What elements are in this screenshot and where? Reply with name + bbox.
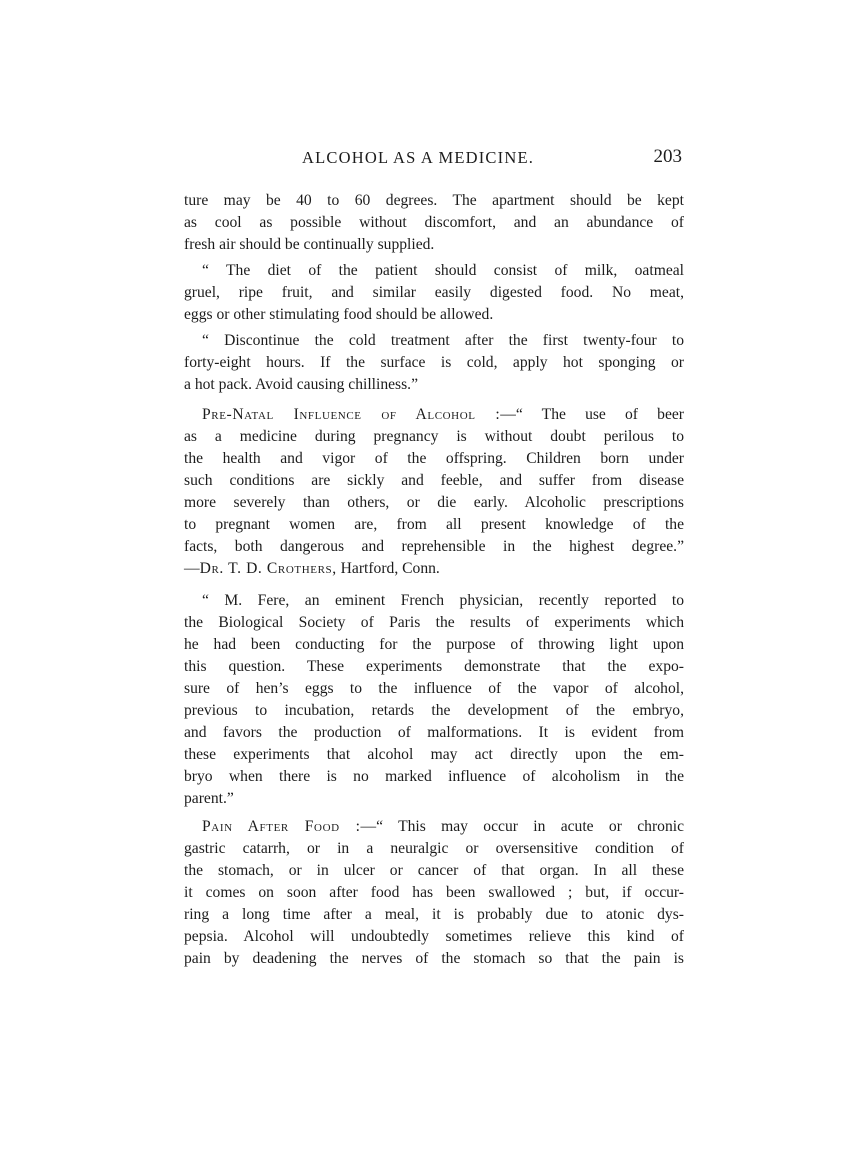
paragraph-line: gruel, ripe fruit, and similar easily digested food. No meat, bbox=[184, 284, 684, 301]
paragraph-line: ture may be 40 to 60 degrees. The apartment should be kept bbox=[184, 192, 684, 209]
paragraph-line: a hot pack. Avoid causing chilliness.” bbox=[184, 376, 418, 393]
paragraph-line: this question. These experiments demonstrate that the expo- bbox=[184, 658, 684, 675]
paragraph-line: previous to incubation, retards the development of the embryo, bbox=[184, 702, 684, 719]
section-heading-line bbox=[202, 816, 684, 838]
paragraph-line: pain by deadening the nerves of the stomach so that the pain is bbox=[184, 950, 684, 967]
paragraph-line: such conditions are sickly and feeble, and suffer from disease bbox=[184, 472, 684, 489]
paragraph-line: sure of hen’s eggs to the influence of the vapor of alcohol, bbox=[184, 680, 684, 697]
running-head bbox=[184, 148, 684, 172]
paragraph-line: the health and vigor of the offspring. Children born under bbox=[184, 450, 684, 467]
attribution-dash: — bbox=[184, 560, 200, 577]
paragraph-line: forty-eight hours. If the surface is cold, apply hot sponging or bbox=[184, 354, 684, 371]
paragraph-line: facts, both dangerous and reprehensible in the highest degree.” bbox=[184, 538, 684, 555]
paragraph-line: gastric catarrh, or in a neuralgic or oversensitive condition of bbox=[184, 840, 684, 857]
paragraph-line: “ M. Fere, an eminent French physician, recently reported to bbox=[202, 592, 684, 609]
paragraph-line: and favors the production of malformations. It is evident from bbox=[184, 724, 684, 741]
paragraph-line: as cool as possible without discomfort, and an abundance of bbox=[184, 214, 684, 231]
paragraph-line: as a medicine during pregnancy is without doubt perilous to bbox=[184, 428, 684, 445]
paragraph-line: “ Discontinue the cold treatment after the first twenty-four to bbox=[202, 332, 684, 349]
paragraph-line: pepsia. Alcohol will undoubtedly sometimes relieve this kind of bbox=[184, 928, 684, 945]
paragraph-line: the stomach, or in ulcer or cancer of that organ. In all these bbox=[184, 862, 684, 879]
section-heading: Pain After Food : bbox=[202, 818, 361, 835]
section-heading-line bbox=[202, 404, 684, 426]
paragraph-line: these experiments that alcohol may act directly upon the em- bbox=[184, 746, 684, 763]
attribution-place: Hartford, Conn. bbox=[336, 560, 440, 577]
paragraph-line: parent.” bbox=[184, 790, 234, 807]
section-heading: Pre-Natal Influence of Alcohol : bbox=[202, 406, 501, 423]
attribution-author: Dr. T. D. Crothers, bbox=[199, 560, 337, 577]
paragraph-line: he had been conducting for the purpose of throwing light upon bbox=[184, 636, 684, 653]
paragraph-line: eggs or other stimulating food should be allowed. bbox=[184, 306, 494, 323]
paragraph-line: more severely than others, or die early. Alcoholic prescriptions bbox=[184, 494, 684, 511]
paragraph-line: to pregnant women are, from all present knowledge of the bbox=[184, 516, 684, 533]
running-title: ALCOHOL AS A MEDICINE. bbox=[302, 148, 535, 167]
heading-continuation: —“ The use of beer bbox=[500, 406, 684, 423]
paragraph-line: it comes on soon after food has been swallowed ; but, if occur- bbox=[184, 884, 684, 901]
paragraph-line: “ The diet of the patient should consist of milk, oatmeal bbox=[202, 262, 684, 279]
paragraph-line: ring a long time after a meal, it is probably due to atonic dys- bbox=[184, 906, 684, 923]
heading-continuation: —“ This may occur in acute or chronic bbox=[360, 818, 684, 835]
paragraph-line: bryo when there is no marked influence of alcoholism in the bbox=[184, 768, 684, 785]
paragraph-line: fresh air should be continually supplied. bbox=[184, 236, 435, 253]
paragraph-line: the Biological Society of Paris the results of experiments which bbox=[184, 614, 684, 631]
page-number: 203 bbox=[653, 146, 682, 167]
attribution bbox=[184, 558, 684, 580]
